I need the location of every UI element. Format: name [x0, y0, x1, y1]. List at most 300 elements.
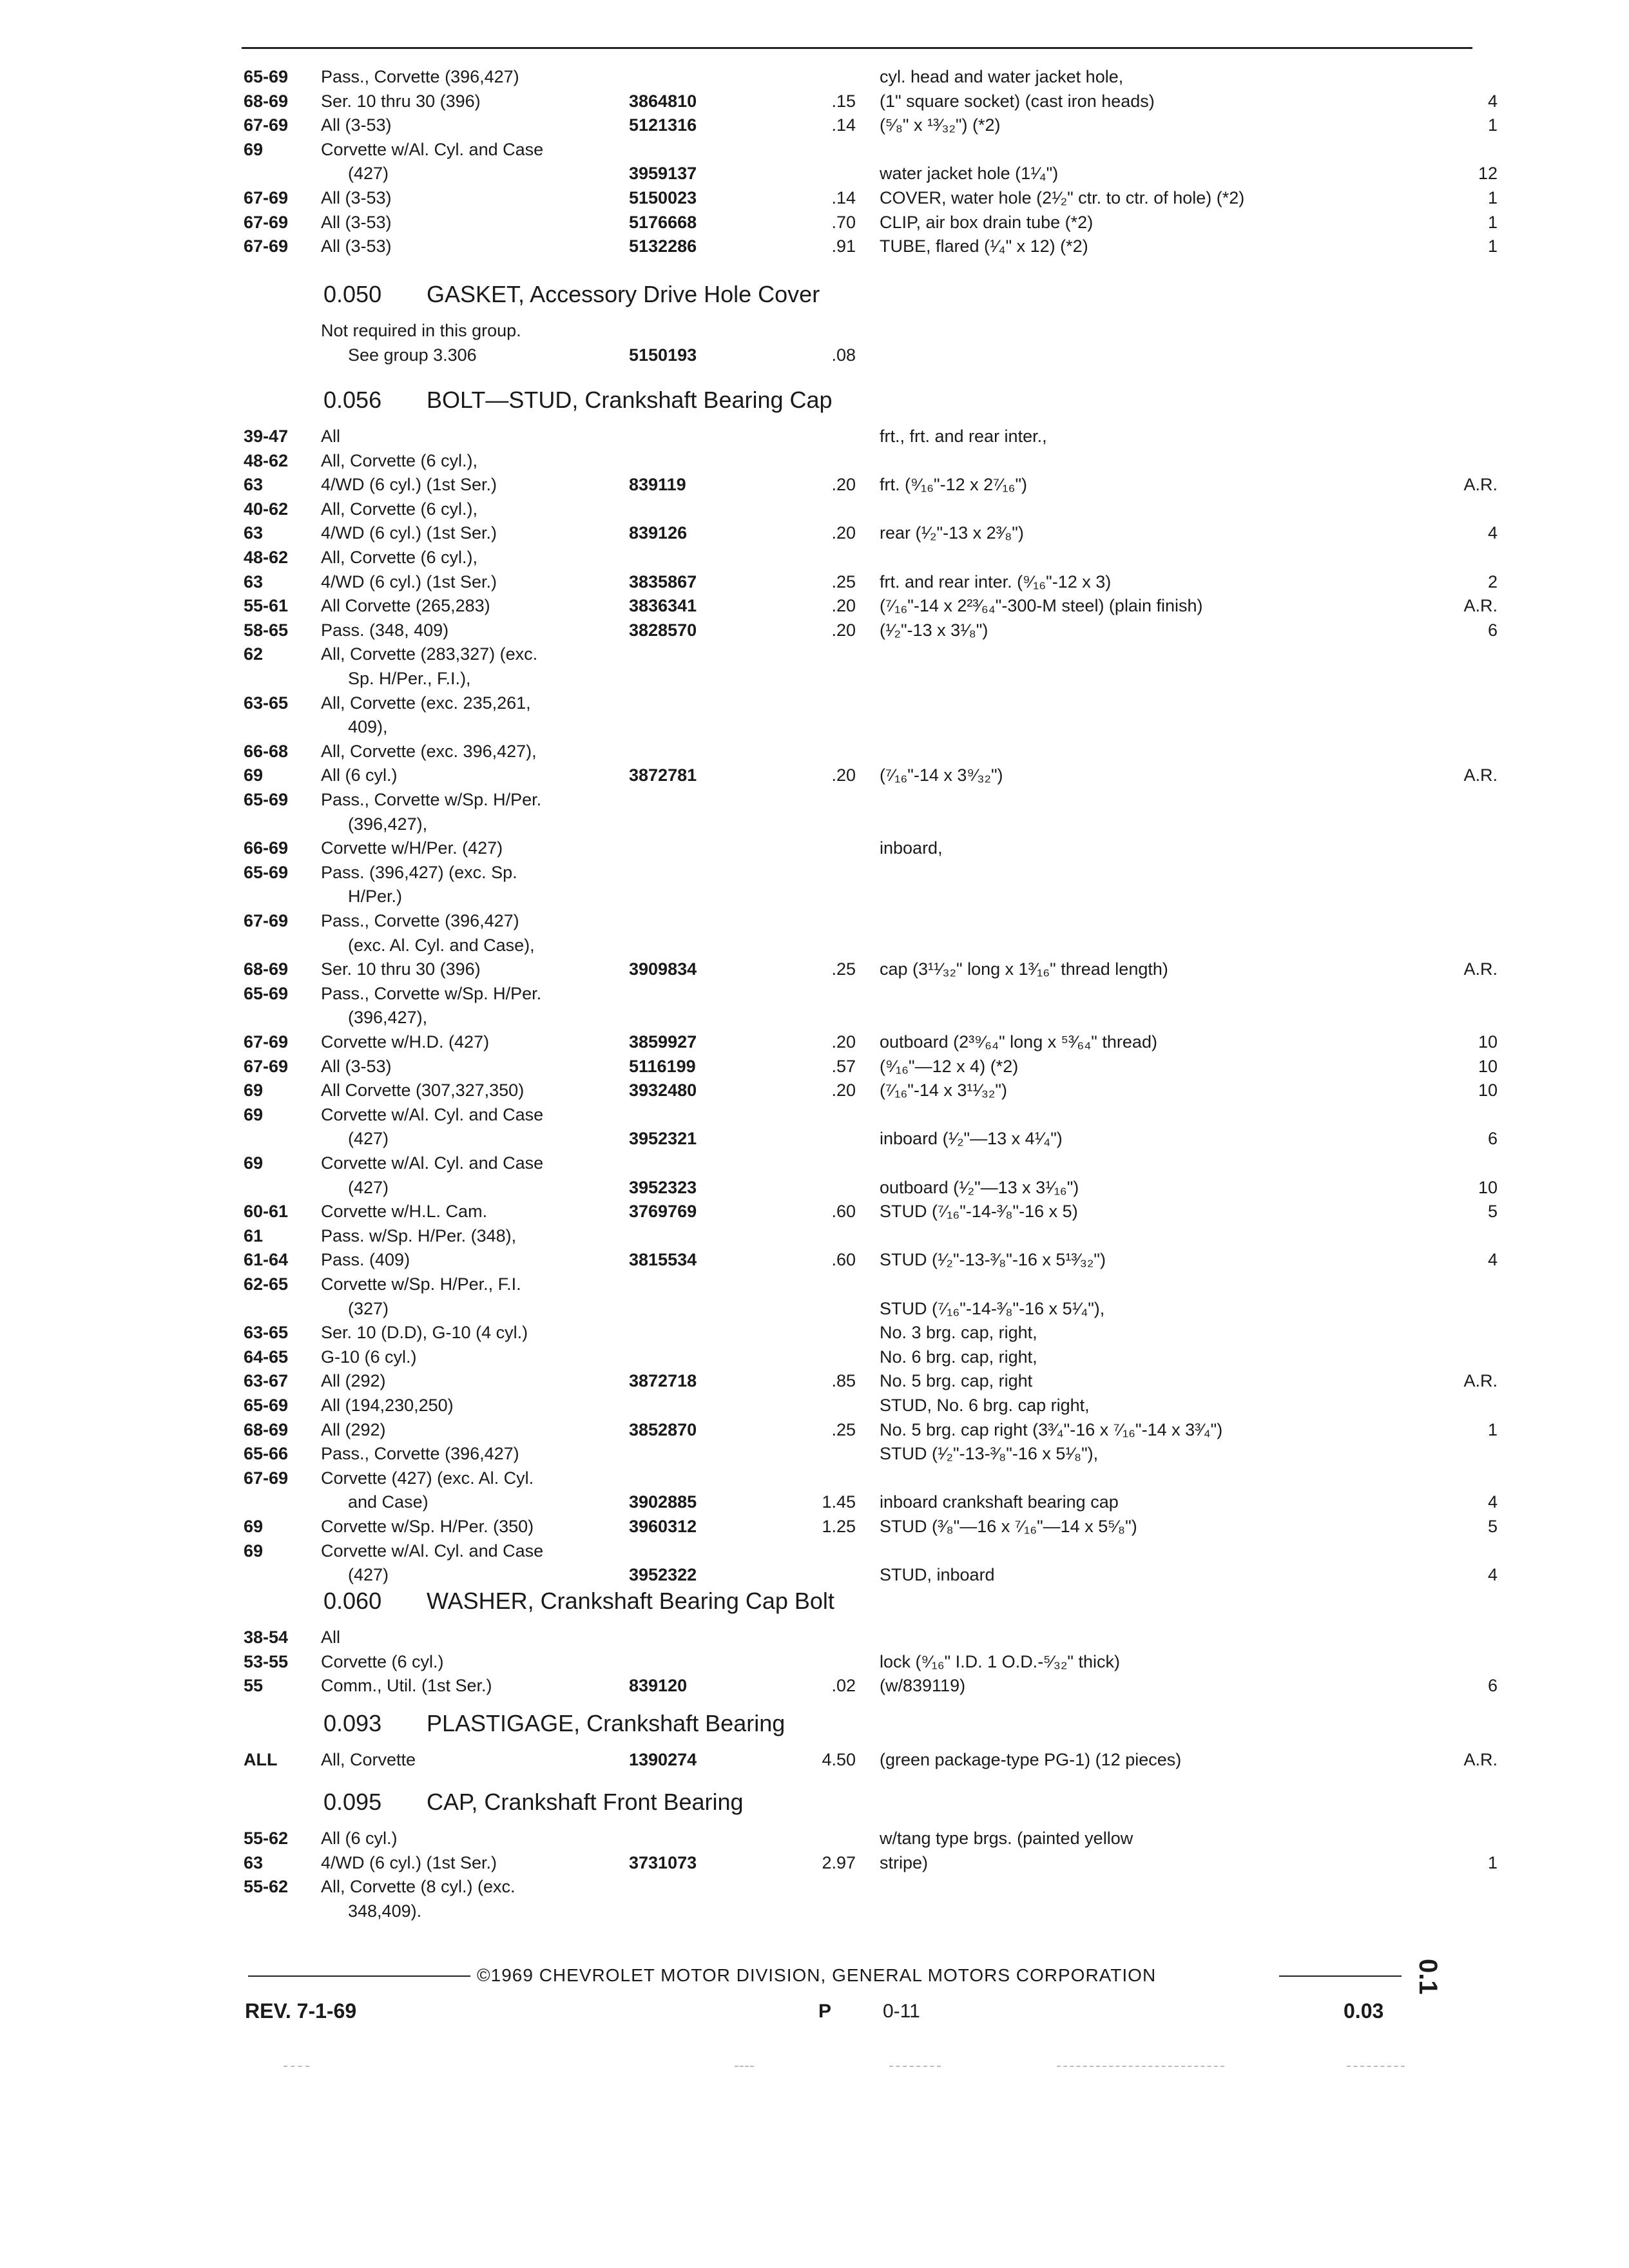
application: Pass. (396,427) (exc. Sp. — [321, 862, 517, 882]
description: frt. and rear inter. (⁹⁄₁₆"-12 x 3) — [880, 572, 1112, 591]
catalog-row — [0, 1224, 1629, 1247]
catalog-row — [0, 1176, 1629, 1199]
description: (⁹⁄₁₆"—12 x 4) (*2) — [880, 1056, 1019, 1076]
section-title: CAP, Crankshaft Front Bearing — [427, 1789, 744, 1815]
description: No. 5 brg. cap right (3³⁄₄"-16 x ⁷⁄₁₆"-14 x 3³⁄₄") — [880, 1419, 1223, 1439]
description: frt., frt. and rear inter., — [880, 427, 1047, 446]
application: 4/WD (6 cyl.) (1st Ser.) — [321, 572, 497, 591]
quantity: 6 — [1487, 1676, 1498, 1696]
year-range: 67-69 — [244, 911, 289, 930]
description: rear (¹⁄₂"-13 x 2³⁄₈") — [880, 523, 1024, 543]
part-number: 839120 — [629, 1676, 688, 1696]
year-range: 63-65 — [244, 693, 289, 713]
catalog-row — [0, 1079, 1629, 1102]
catalog-row — [0, 1345, 1629, 1369]
catalog-row — [0, 1103, 1629, 1126]
application: Corvette w/Sp. H/Per. (350) — [321, 1517, 534, 1536]
description: STUD (³⁄₈"—16 x ⁷⁄₁₆"—14 x 5⁵⁄₈") — [880, 1517, 1137, 1536]
part-number: 3909834 — [629, 959, 697, 979]
description: (⁷⁄₁₆"-14 x 3⁹⁄₃₂") — [880, 765, 1003, 785]
catalog-row — [0, 1490, 1629, 1514]
application: (427) — [348, 1129, 389, 1149]
year-range: 55-62 — [244, 1829, 289, 1848]
catalog-row — [0, 619, 1629, 642]
application: 4/WD (6 cyl.) (1st Ser.) — [321, 1852, 497, 1872]
catalog-row — [0, 667, 1629, 690]
quantity: 10 — [1478, 1032, 1498, 1052]
application: All (194,230,250) — [321, 1396, 454, 1415]
description: cyl. head and water jacket hole, — [880, 67, 1124, 86]
price: .08 — [831, 345, 856, 365]
year-range: 55-61 — [244, 596, 289, 616]
price: .85 — [831, 1371, 856, 1391]
quantity: A.R. — [1463, 1371, 1498, 1391]
application: Pass. w/Sp. H/Per. (348), — [321, 1225, 517, 1245]
catalog-row — [0, 1650, 1629, 1673]
section-title: WASHER, Crankshaft Bearing Cap Bolt — [427, 1588, 834, 1614]
price: .57 — [831, 1056, 856, 1076]
application: (327) — [348, 1298, 389, 1318]
price: .20 — [831, 765, 856, 785]
application: All (3-53) — [321, 188, 392, 207]
catalog-row — [0, 1297, 1629, 1320]
application: All, Corvette (8 cyl.) (exc. — [321, 1877, 516, 1897]
quantity: 4 — [1487, 91, 1498, 111]
catalog-row — [0, 1418, 1629, 1441]
quantity: 12 — [1478, 164, 1498, 184]
application: (427) — [348, 1177, 389, 1197]
part-number: 5176668 — [629, 212, 697, 232]
application: Ser. 10 thru 30 (396) — [321, 959, 481, 979]
description: cap (3¹¹⁄₃₂" long x 1³⁄₁₆" thread length) — [880, 959, 1168, 979]
application: (396,427), — [348, 1008, 428, 1028]
catalog-row — [0, 425, 1629, 448]
scan-artifact — [735, 2066, 754, 2067]
price: 1.45 — [822, 1492, 856, 1512]
application: Pass. (409) — [321, 1250, 410, 1270]
catalog-row — [0, 1055, 1629, 1078]
quantity: A.R. — [1463, 475, 1498, 495]
application: Pass. (348, 409) — [321, 620, 449, 640]
part-number: 3960312 — [629, 1517, 697, 1536]
catalog-row — [0, 691, 1629, 715]
description: STUD (⁷⁄₁₆"-14-³⁄₈"-16 x 5¹⁄₄"), — [880, 1298, 1105, 1318]
year-range: 58-65 — [244, 620, 289, 640]
year-range: 68-69 — [244, 959, 289, 979]
catalog-row — [0, 449, 1629, 472]
catalog-row — [0, 497, 1629, 521]
application: Corvette w/H.D. (427) — [321, 1032, 490, 1052]
catalog-row — [0, 1006, 1629, 1029]
year-range: 63-65 — [244, 1323, 289, 1343]
application: All (3-53) — [321, 212, 392, 232]
catalog-row — [0, 1248, 1629, 1271]
year-range: 65-69 — [244, 790, 289, 809]
section-code: 0.060 — [323, 1588, 382, 1614]
part-number: 3952323 — [629, 1177, 697, 1197]
catalog-row — [0, 235, 1629, 258]
year-range: 48-62 — [244, 450, 289, 470]
year-range: 67-69 — [244, 188, 289, 207]
application: Pass., Corvette w/Sp. H/Per. — [321, 983, 542, 1003]
quantity: 1 — [1487, 115, 1498, 135]
year-range: 67-69 — [244, 1032, 289, 1052]
part-number: 5116199 — [629, 1056, 696, 1076]
application: All Corvette (265,283) — [321, 596, 490, 616]
top-rule — [242, 47, 1472, 49]
part-number: 5150193 — [629, 345, 697, 365]
quantity: 1 — [1487, 1852, 1498, 1872]
catalog-row — [0, 1851, 1629, 1874]
description: COVER, water hole (2¹⁄₂" ctr. to ctr. of hole) (*2) — [880, 188, 1245, 207]
description: inboard, — [880, 838, 943, 858]
part-number: 3952322 — [629, 1565, 697, 1585]
quantity: 1 — [1487, 236, 1498, 256]
application: All (3-53) — [321, 236, 392, 256]
price: .25 — [831, 572, 856, 591]
application: All — [321, 427, 341, 446]
scan-artifact — [889, 2066, 941, 2067]
application: Ser. 10 thru 30 (396) — [321, 91, 481, 111]
description: STUD, inboard — [880, 1565, 995, 1585]
quantity: A.R. — [1463, 596, 1498, 616]
description: No. 6 brg. cap, right, — [880, 1347, 1037, 1367]
description: inboard crankshaft bearing cap — [880, 1492, 1119, 1512]
year-range: 63 — [244, 1852, 264, 1872]
description: STUD, No. 6 brg. cap right, — [880, 1396, 1090, 1415]
description: water jacket hole (1¹⁄₄") — [880, 164, 1059, 184]
price: .25 — [831, 1419, 856, 1439]
catalog-row — [0, 1827, 1629, 1850]
price: 4.50 — [822, 1750, 856, 1769]
price: .20 — [831, 1032, 856, 1052]
application: G-10 (6 cyl.) — [321, 1347, 417, 1367]
catalog-row — [0, 1748, 1629, 1771]
year-range: 62 — [244, 644, 264, 664]
part-number: 3872718 — [629, 1371, 697, 1391]
catalog-row — [0, 934, 1629, 957]
application: Corvette w/Al. Cyl. and Case — [321, 139, 544, 159]
year-range: 65-69 — [244, 1396, 289, 1415]
year-range: 66-68 — [244, 741, 289, 761]
section-code: 0.093 — [323, 1710, 382, 1736]
year-range: 67-69 — [244, 1468, 289, 1488]
part-number: 5121316 — [629, 115, 697, 135]
application: All, Corvette (6 cyl.), — [321, 450, 478, 470]
quantity: 4 — [1487, 1565, 1498, 1585]
catalog-row — [0, 521, 1629, 544]
quantity: 10 — [1478, 1081, 1498, 1100]
year-range: 69 — [244, 765, 264, 785]
application: 4/WD (6 cyl.) (1st Ser.) — [321, 475, 497, 495]
application: All (3-53) — [321, 115, 392, 135]
application: Corvette (6 cyl.) — [321, 1651, 444, 1671]
application: 4/WD (6 cyl.) (1st Ser.) — [321, 523, 497, 543]
price: .91 — [831, 236, 856, 256]
application: All, Corvette (6 cyl.), — [321, 548, 478, 567]
description: (green package-type PG-1) (12 pieces) — [880, 1750, 1182, 1769]
year-range: 63-67 — [244, 1371, 289, 1391]
catalog-row — [0, 1899, 1629, 1923]
catalog-row — [0, 1626, 1629, 1649]
catalog-row — [0, 788, 1629, 811]
application: All, Corvette (exc. 396,427), — [321, 741, 537, 761]
catalog-row — [0, 138, 1629, 161]
application: 409), — [348, 717, 388, 737]
application: Corvette w/H.L. Cam. — [321, 1202, 488, 1222]
catalog-row — [0, 1442, 1629, 1465]
description: (⁷⁄₁₆"-14 x 2²³⁄₆₄"-300-M steel) (plain finish) — [880, 596, 1203, 616]
scan-artifact — [284, 2066, 309, 2067]
year-range: 65-69 — [244, 862, 289, 882]
quantity: 6 — [1487, 1129, 1498, 1149]
catalog-row — [0, 113, 1629, 137]
description: TUBE, flared (¹⁄₄" x 12) (*2) — [880, 236, 1088, 256]
margin-mark: 0.1 — [1414, 1959, 1442, 1995]
catalog-row — [0, 836, 1629, 860]
quantity: A.R. — [1463, 765, 1498, 785]
catalog-row — [0, 1394, 1629, 1417]
quantity: A.R. — [1463, 959, 1498, 979]
year-range: 61 — [244, 1225, 264, 1245]
year-range: 68-69 — [244, 1419, 289, 1439]
quantity: 1 — [1487, 188, 1498, 207]
section-code: 0.095 — [323, 1789, 382, 1815]
application: (427) — [348, 1565, 389, 1585]
catalog-row — [0, 186, 1629, 209]
quantity: A.R. — [1463, 1750, 1498, 1769]
part-number: 5132286 — [629, 236, 697, 256]
application: Corvette w/Al. Cyl. and Case — [321, 1541, 544, 1561]
year-range: 63 — [244, 572, 264, 591]
year-range: 69 — [244, 1517, 264, 1536]
catalog-row — [0, 1321, 1629, 1344]
application: H/Per.) — [348, 887, 403, 907]
description: STUD (¹⁄₂"-13-³⁄₈"-16 x 5¹⁄₈"), — [880, 1444, 1099, 1464]
catalog-row — [0, 1273, 1629, 1296]
year-range: 69 — [244, 1153, 264, 1173]
year-range: 68-69 — [244, 91, 289, 111]
description: outboard (¹⁄₂"—13 x 3¹⁄₁₆") — [880, 1177, 1079, 1197]
price: .15 — [831, 91, 856, 111]
application: and Case) — [348, 1492, 429, 1512]
description: stripe) — [880, 1852, 929, 1872]
description: CLIP, air box drain tube (*2) — [880, 212, 1094, 232]
part-number: 839119 — [629, 475, 686, 495]
price: .70 — [831, 212, 856, 232]
application: All Corvette (307,327,350) — [321, 1081, 525, 1100]
catalog-row — [0, 211, 1629, 234]
year-range: 65-66 — [244, 1444, 289, 1464]
part-number: 3815534 — [629, 1250, 697, 1270]
year-range: 63 — [244, 475, 264, 495]
catalog-row — [0, 343, 1629, 367]
catalog-row — [0, 1563, 1629, 1586]
catalog-row — [0, 1875, 1629, 1898]
quantity: 10 — [1478, 1177, 1498, 1197]
part-number: 3932480 — [629, 1081, 697, 1100]
year-range: 67-69 — [244, 236, 289, 256]
year-range: 64-65 — [244, 1347, 289, 1367]
quantity: 10 — [1478, 1056, 1498, 1076]
part-number: 3828570 — [629, 620, 697, 640]
part-number: 3836341 — [629, 596, 697, 616]
group-code: 0.03 — [1344, 1999, 1384, 2023]
application: All (292) — [321, 1371, 386, 1391]
catalog-row — [0, 1515, 1629, 1538]
catalog-row — [0, 861, 1629, 884]
application: All (6 cyl.) — [321, 1829, 398, 1848]
price: .20 — [831, 1081, 856, 1100]
application: Comm., Util. (1st Ser.) — [321, 1676, 492, 1696]
description: STUD (¹⁄₂"-13-³⁄₈"-16 x 5¹³⁄₃₂") — [880, 1250, 1106, 1270]
catalog-row — [0, 1200, 1629, 1223]
part-number: 3902885 — [629, 1492, 697, 1512]
copyright-notice: ©1969 CHEVROLET MOTOR DIVISION, GENERAL MOTORS CORPORATION — [477, 1965, 1157, 1985]
description: outboard (2³⁹⁄₆₄" long x ⁵³⁄₆₄" thread) — [880, 1032, 1157, 1052]
application: Corvette w/Al. Cyl. and Case — [321, 1153, 544, 1173]
price: .14 — [831, 115, 856, 135]
description: frt. (⁹⁄₁₆"-12 x 2⁷⁄₁₆") — [880, 475, 1028, 495]
price: 1.25 — [822, 1517, 856, 1536]
price: .60 — [831, 1250, 856, 1270]
part-number: 3835867 — [629, 572, 697, 591]
catalog-row — [0, 982, 1629, 1005]
description: (⁵⁄₈" x ¹³⁄₃₂") (*2) — [880, 115, 1001, 135]
year-range: 66-69 — [244, 838, 289, 858]
description: (¹⁄₂"-13 x 3¹⁄₈") — [880, 620, 988, 640]
description: (⁷⁄₁₆"-14 x 3¹¹⁄₃₂") — [880, 1081, 1007, 1100]
part-number: 3864810 — [629, 91, 697, 111]
application: All, Corvette — [321, 1750, 416, 1769]
catalog-row — [0, 957, 1629, 981]
description: No. 5 brg. cap, right — [880, 1371, 1033, 1391]
quantity: 5 — [1487, 1517, 1498, 1536]
year-range: 63 — [244, 523, 264, 543]
catalog-row — [0, 594, 1629, 617]
year-range: 55 — [244, 1676, 264, 1696]
application: See group 3.306 — [348, 345, 477, 365]
catalog-row — [0, 1539, 1629, 1562]
quantity: 2 — [1487, 572, 1498, 591]
application: Sp. H/Per., F.I.), — [348, 669, 471, 688]
catalog-row — [0, 473, 1629, 496]
quantity: 4 — [1487, 1250, 1498, 1270]
year-range: 69 — [244, 1081, 264, 1100]
part-number: 839126 — [629, 523, 688, 543]
quantity: 1 — [1487, 1419, 1498, 1439]
application: All — [321, 1628, 341, 1647]
part-number: 3859927 — [629, 1032, 697, 1052]
application: All, Corvette (283,327) (exc. — [321, 644, 538, 664]
section-title: BOLT—STUD, Crankshaft Bearing Cap — [427, 387, 833, 413]
year-range: 67-69 — [244, 1056, 289, 1076]
part-number: 3959137 — [629, 164, 697, 184]
year-range: 67-69 — [244, 212, 289, 232]
catalog-row — [0, 1369, 1629, 1392]
year-range: 60-61 — [244, 1202, 289, 1222]
price: .20 — [831, 475, 856, 495]
application: All, Corvette (exc. 235,261, — [321, 693, 531, 713]
catalog-row — [0, 319, 1629, 342]
catalog-row — [0, 162, 1629, 185]
catalog-row — [0, 570, 1629, 593]
section-code: 0.056 — [323, 387, 382, 413]
description: (w/839119) — [880, 1676, 966, 1696]
part-number: 1390274 — [629, 1750, 697, 1769]
year-range: 38-54 — [244, 1628, 289, 1647]
application: Corvette w/Sp. H/Per., F.I. — [321, 1274, 521, 1294]
part-number: 3769769 — [629, 1202, 697, 1222]
year-range: ALL — [244, 1750, 278, 1769]
section-title: GASKET, Accessory Drive Hole Cover — [427, 281, 820, 307]
description: inboard (¹⁄₂"—13 x 4¹⁄₄") — [880, 1129, 1063, 1149]
scan-artifact — [1057, 2066, 1224, 2067]
price: .25 — [831, 959, 856, 979]
quantity: 4 — [1487, 1492, 1498, 1512]
year-range: 69 — [244, 139, 264, 159]
part-number: 5150023 — [629, 188, 697, 207]
catalog-row — [0, 1674, 1629, 1697]
catalog-row — [0, 764, 1629, 787]
application: All (6 cyl.) — [321, 765, 398, 785]
footer-rule-right — [1279, 1975, 1402, 1977]
application: All, Corvette (6 cyl.), — [321, 499, 478, 519]
part-number: 3852870 — [629, 1419, 697, 1439]
catalog-row — [0, 715, 1629, 738]
price: .02 — [831, 1676, 856, 1696]
application: All (292) — [321, 1419, 386, 1439]
quantity: 1 — [1487, 212, 1498, 232]
year-range: 62-65 — [244, 1274, 289, 1294]
description: lock (⁹⁄₁₆" I.D. 1 O.D.-⁵⁄₃₂" thick) — [880, 1651, 1120, 1671]
quantity: 4 — [1487, 523, 1498, 543]
catalog-row — [0, 812, 1629, 836]
part-number: 3952321 — [629, 1129, 697, 1149]
catalog-row — [0, 885, 1629, 908]
catalog-row — [0, 1030, 1629, 1053]
year-range: 39-47 — [244, 427, 289, 446]
description: w/tang type brgs. (painted yellow — [880, 1829, 1133, 1848]
year-range: 67-69 — [244, 115, 289, 135]
application: Not required in this group. — [321, 321, 521, 340]
year-range: 69 — [244, 1541, 264, 1561]
application: Ser. 10 (D.D), G-10 (4 cyl.) — [321, 1323, 528, 1343]
price: .60 — [831, 1202, 856, 1222]
page-letter: P — [818, 2001, 832, 2022]
catalog-row — [0, 90, 1629, 113]
price: 2.97 — [822, 1852, 856, 1872]
application: 348,409). — [348, 1901, 422, 1921]
application: Pass., Corvette (396,427) — [321, 67, 519, 86]
revision-date: REV. 7-1-69 — [245, 1999, 357, 2023]
year-range: 48-62 — [244, 548, 289, 567]
year-range: 69 — [244, 1104, 264, 1124]
application: (427) — [348, 164, 389, 184]
quantity: 5 — [1487, 1202, 1498, 1222]
catalog-row — [0, 642, 1629, 666]
description: No. 3 brg. cap, right, — [880, 1323, 1037, 1343]
catalog-row — [0, 1127, 1629, 1150]
application: (396,427), — [348, 814, 428, 834]
catalog-row — [0, 909, 1629, 932]
price: .14 — [831, 188, 856, 207]
price: .20 — [831, 620, 856, 640]
application: All (3-53) — [321, 1056, 392, 1076]
year-range: 55-62 — [244, 1877, 289, 1897]
application: Pass., Corvette (396,427) — [321, 1444, 519, 1464]
catalog-row — [0, 65, 1629, 88]
